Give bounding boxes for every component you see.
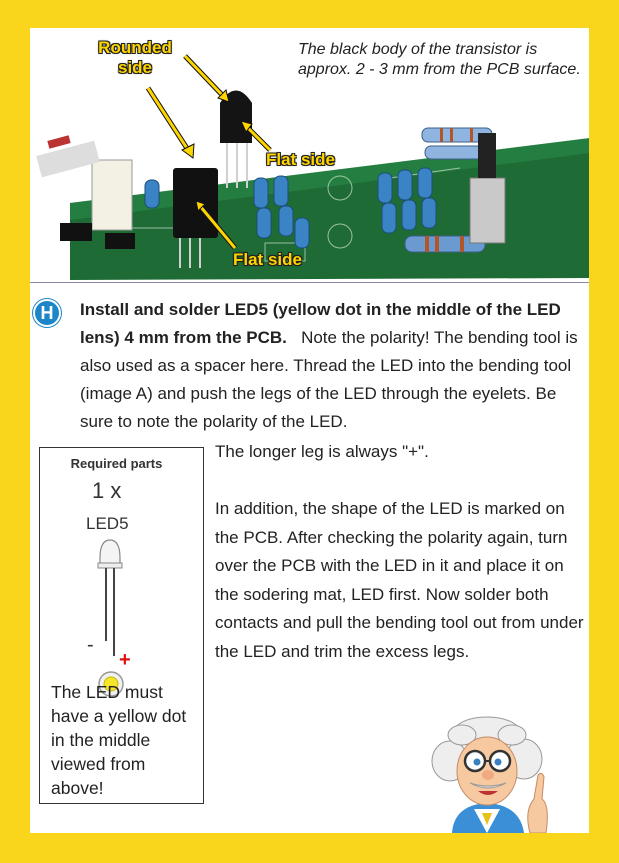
step-text-continued [215,438,585,666]
pcb-photo [30,28,589,280]
led-plus-label: + [119,649,131,671]
led-minus-label: - [87,634,94,656]
step-badge: H [33,299,61,327]
part-name: LED5 [86,514,129,533]
step-text [80,296,580,436]
required-parts-box [39,447,204,804]
page [30,28,589,833]
photo-caption: The black body of the transistor is approx. 2 - 3 mm from the PCB surface. [298,41,581,78]
label-flat-side-top: Flat side [266,150,335,169]
professor-mascot-image [412,713,562,833]
step-body-cont: The longer leg is always "+". [215,442,429,461]
step-body: Note the polarity! The bending tool is also used as a spacer here. Thread the LED into the bending tool (image A) and push the legs of the LED through the eyelets. Be sure to note the polarity of the LED. [80,328,578,431]
step-body-2: In addition, the shape of the LED is marked on the PCB. After checking the polarity again, turn over the PCB with the LED in it and place it on the sodering mat, LED first. Now solder both contacts and pull the bending tool out from under the LED and trim the excess legs. [215,499,584,661]
label-rounded-side: Rounded side [98,38,172,77]
led-icon [40,448,203,708]
parts-note: The LED must have a yellow dot in the middle viewed from above! [51,682,187,798]
step-heading: Install and solder LED5 (yellow dot in the middle of the LED lens) 4 mm from the PCB. [80,300,561,347]
section-divider [30,282,589,283]
parts-title: Required parts [70,456,163,471]
label-flat-side-bottom: Flat side [233,250,302,269]
parts-quantity: 1 x [92,478,122,503]
